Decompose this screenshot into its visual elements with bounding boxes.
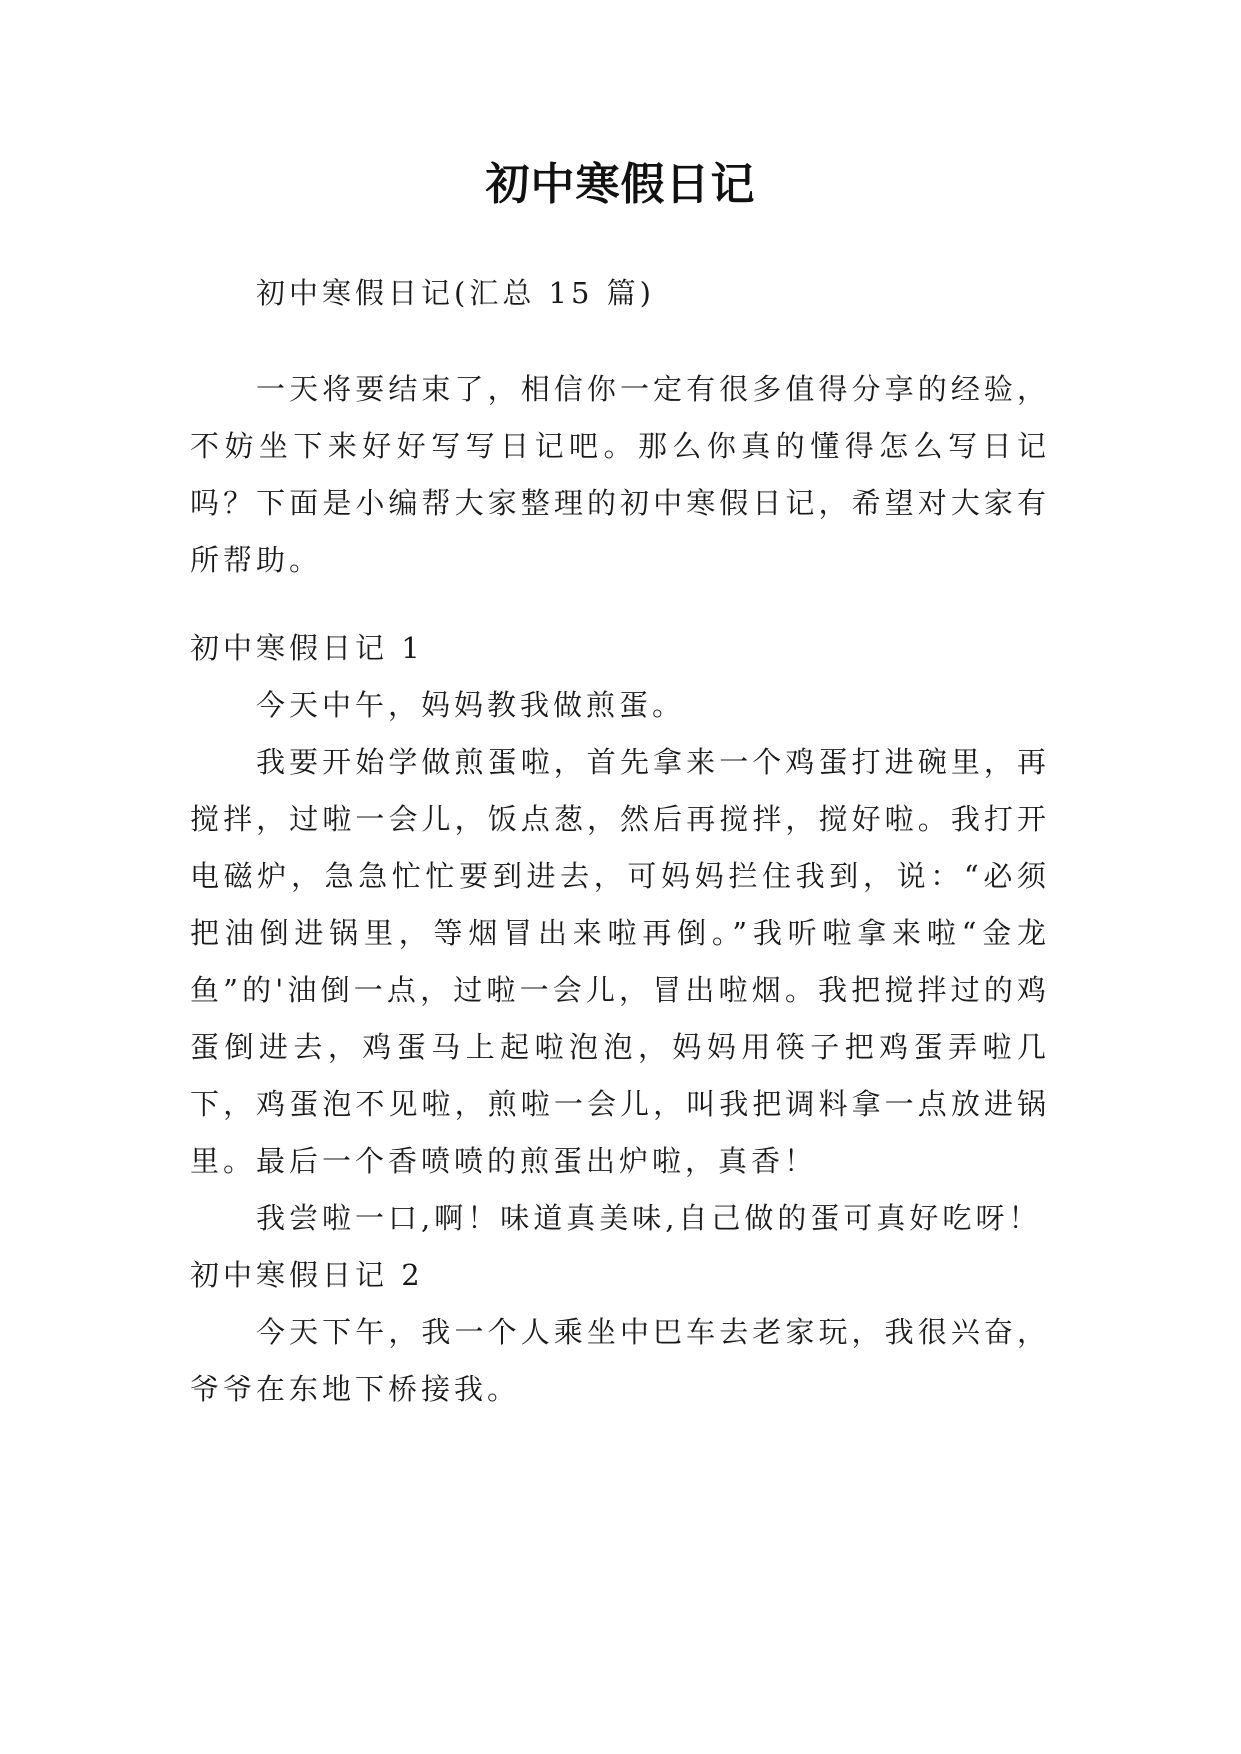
entry-paragraph: 今天中午，妈妈教我做煎蛋。	[256, 688, 686, 722]
entry-paragraph: 今天下午，我一个人乘坐中巴车去老家玩，我很兴奋，爷爷在东地下桥接我。	[190, 1315, 1050, 1406]
entry-paragraph: 我尝啦一口,啊！味道真美味,自己做的蛋可真好吃呀！	[256, 1201, 1042, 1235]
entry-heading: 初中寒假日记 1	[190, 631, 424, 665]
document-subtitle-block	[190, 265, 1050, 322]
intro-block	[190, 361, 1050, 589]
entry-1	[190, 620, 1050, 1247]
document-subtitle: 初中寒假日记(汇总 15 篇)	[256, 276, 655, 310]
entry-2	[190, 1247, 1050, 1418]
intro-paragraph: 一天将要结束了，相信你一定有很多值得分享的经验，不妨坐下来好好写写日记吧。那么你真的懂得怎么写日记吗？下面是小编帮大家整理的初中寒假日记，希望对大家有所帮助。	[190, 372, 1050, 577]
document-title: 初中寒假日记	[485, 159, 756, 210]
entry-paragraph: 我要开始学做煎蛋啦，首先拿来一个鸡蛋打进碗里，再搅拌，过啦一会儿，饭点葱，然后再搅拌，搅好啦。我打开电磁炉，急急忙忙要到进去，可妈妈拦住我到，说：“必须把油倒进锅里，等烟冒出来啦再倒。”我听啦拿来啦“金龙鱼”的'油倒一点，过啦一会儿，冒出啦烟。我把搅拌过的鸡蛋倒进去，鸡蛋马上起啦泡泡，妈妈用筷子把鸡蛋弄啦几下，鸡蛋泡不见啦，煎啦一会儿，叫我把调料拿一点放进锅里。最后一个香喷喷的煎蛋出炉啦，真香！	[190, 745, 1050, 1178]
entry-heading: 初中寒假日记 2	[190, 1258, 424, 1292]
